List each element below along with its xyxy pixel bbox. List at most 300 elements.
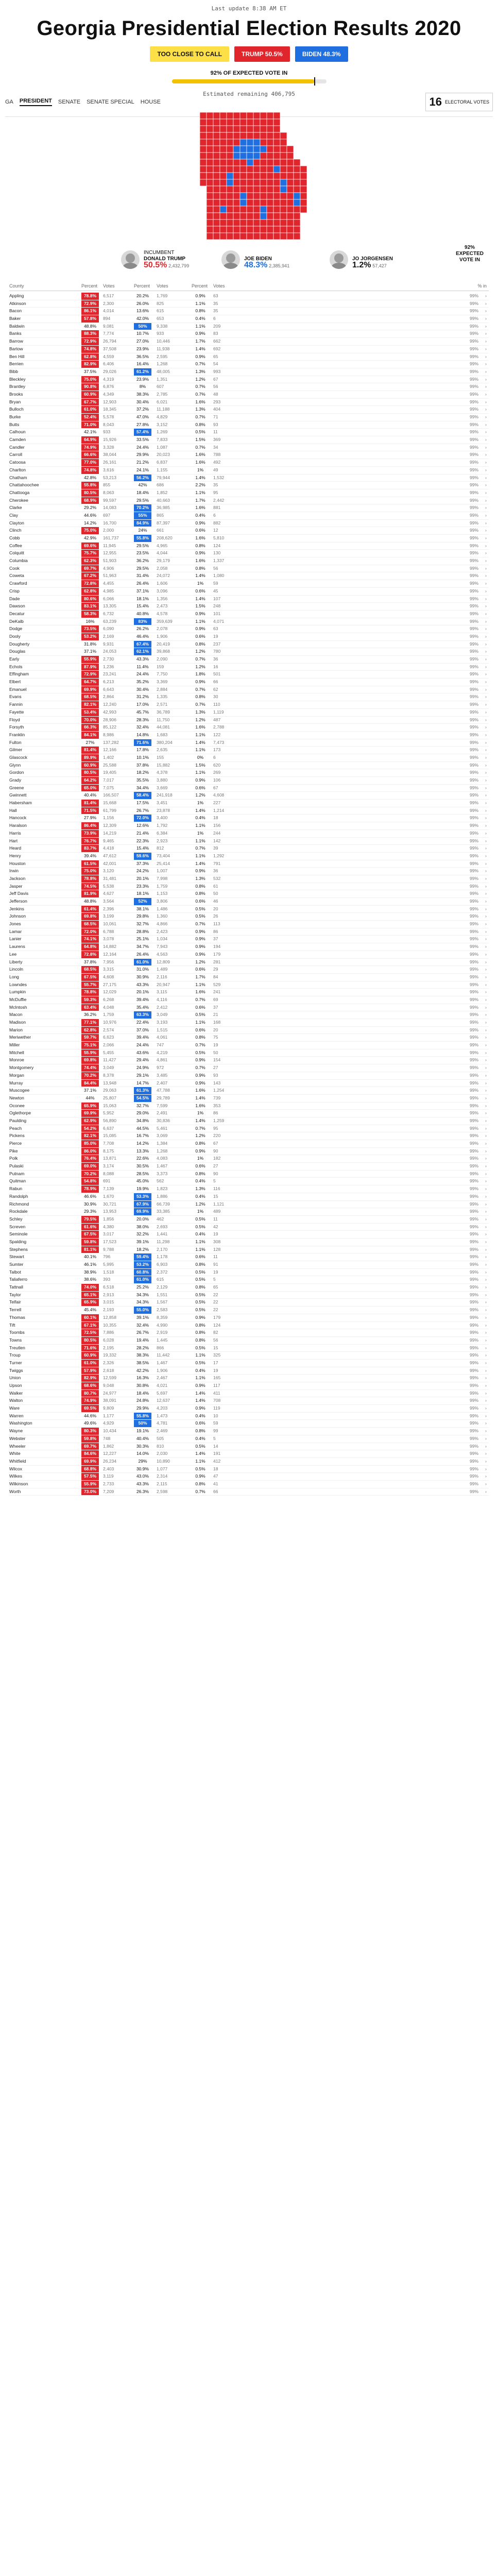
map-county-6[interactable] — [233, 112, 240, 119]
table-row[interactable] — [9, 1231, 489, 1239]
map-county-259[interactable] — [227, 233, 233, 240]
map-county-221[interactable] — [253, 213, 260, 219]
map-county-207[interactable] — [260, 206, 267, 213]
map-county-109[interactable] — [220, 166, 227, 173]
expand-arrow-icon[interactable]: › — [485, 891, 487, 896]
map-county-190[interactable] — [247, 199, 253, 206]
expand-arrow-icon[interactable]: › — [485, 785, 487, 790]
expand-arrow-icon[interactable]: › — [485, 868, 487, 874]
map-county-193[interactable] — [267, 199, 273, 206]
table-row[interactable] — [9, 1253, 489, 1261]
table-row[interactable] — [9, 1087, 489, 1095]
expand-arrow-icon[interactable]: › — [485, 482, 487, 488]
expand-arrow-icon[interactable]: › — [485, 1466, 487, 1471]
map-county-113[interactable] — [247, 166, 253, 173]
expand-arrow-icon[interactable]: › — [485, 626, 487, 632]
table-row[interactable] — [9, 1420, 489, 1428]
expand-arrow-icon[interactable]: › — [485, 1337, 487, 1343]
expand-arrow-icon[interactable]: › — [485, 641, 487, 647]
expand-arrow-icon[interactable]: › — [485, 830, 487, 836]
map-county-59[interactable] — [260, 139, 267, 146]
map-county-227[interactable] — [294, 213, 300, 219]
map-county-148[interactable] — [267, 179, 273, 186]
map-county-172[interactable] — [227, 193, 233, 199]
table-row[interactable] — [9, 565, 489, 573]
map-county-175[interactable] — [247, 193, 253, 199]
table-row[interactable] — [9, 928, 489, 936]
table-row[interactable] — [9, 1413, 489, 1420]
expand-arrow-icon[interactable]: › — [485, 361, 487, 367]
table-row[interactable] — [9, 860, 489, 868]
expand-arrow-icon[interactable]: › — [485, 505, 487, 511]
table-row[interactable] — [9, 1337, 489, 1345]
table-row[interactable] — [9, 1057, 489, 1064]
expand-arrow-icon[interactable]: › — [485, 1057, 487, 1063]
expand-arrow-icon[interactable]: › — [485, 1352, 487, 1358]
table-row[interactable] — [9, 611, 489, 618]
map-county-78[interactable] — [207, 152, 213, 159]
table-row[interactable] — [9, 315, 489, 323]
expand-arrow-icon[interactable]: › — [485, 1284, 487, 1290]
map-county-93[interactable] — [213, 159, 220, 166]
expand-arrow-icon[interactable]: › — [485, 936, 487, 942]
map-county-30[interactable] — [233, 126, 240, 132]
table-row[interactable] — [9, 1004, 489, 1012]
map-county-89[interactable] — [280, 152, 287, 159]
table-row[interactable] — [9, 1080, 489, 1088]
map-county-90[interactable] — [287, 152, 294, 159]
map-county-268[interactable] — [287, 233, 294, 240]
expand-arrow-icon[interactable]: › — [485, 633, 487, 639]
table-row[interactable] — [9, 300, 489, 308]
map-county-17[interactable] — [227, 119, 233, 126]
table-row[interactable] — [9, 353, 489, 361]
map-county-107[interactable] — [207, 166, 213, 173]
map-county-61[interactable] — [273, 139, 280, 146]
map-county-260[interactable] — [233, 233, 240, 240]
expand-arrow-icon[interactable]: › — [485, 1141, 487, 1146]
expand-arrow-icon[interactable]: › — [485, 550, 487, 556]
expand-arrow-icon[interactable]: › — [485, 528, 487, 533]
map-county-49[interactable] — [280, 132, 287, 139]
map-county-234[interactable] — [247, 219, 253, 226]
table-row[interactable] — [9, 504, 489, 512]
map-county-82[interactable] — [233, 152, 240, 159]
table-row[interactable] — [9, 1163, 489, 1171]
table-row[interactable] — [9, 974, 489, 981]
map-county-236[interactable] — [260, 219, 267, 226]
expand-arrow-icon[interactable]: › — [485, 338, 487, 344]
map-county-21[interactable] — [253, 119, 260, 126]
map-county-75[interactable] — [280, 146, 287, 152]
map-county-99[interactable] — [253, 159, 260, 166]
map-county-13[interactable] — [200, 119, 207, 126]
expand-arrow-icon[interactable]: › — [485, 1012, 487, 1018]
map-county-137[interactable] — [300, 173, 307, 179]
expand-arrow-icon[interactable]: › — [485, 520, 487, 526]
map-county-94[interactable] — [220, 159, 227, 166]
map-county-122[interactable] — [200, 173, 207, 179]
expand-arrow-icon[interactable]: › — [485, 399, 487, 404]
map-counties[interactable] — [200, 112, 307, 240]
map-county-198[interactable] — [300, 199, 307, 206]
map-county-52[interactable] — [213, 139, 220, 146]
map-county-130[interactable] — [253, 173, 260, 179]
expand-arrow-icon[interactable]: › — [485, 543, 487, 548]
table-row[interactable] — [9, 1322, 489, 1330]
expand-arrow-icon[interactable]: › — [485, 1405, 487, 1411]
map-county-144[interactable] — [240, 179, 247, 186]
map-county-194[interactable] — [273, 199, 280, 206]
map-county-33[interactable] — [253, 126, 260, 132]
table-row[interactable] — [9, 1110, 489, 1117]
table-row[interactable] — [9, 739, 489, 747]
table-row[interactable] — [9, 383, 489, 391]
map-county-147[interactable] — [260, 179, 267, 186]
expand-arrow-icon[interactable]: › — [485, 906, 487, 911]
expand-arrow-icon[interactable]: › — [485, 1314, 487, 1320]
table-row[interactable] — [9, 543, 489, 550]
map-county-229[interactable] — [213, 219, 220, 226]
expand-arrow-icon[interactable]: › — [485, 512, 487, 518]
expand-arrow-icon[interactable]: › — [485, 815, 487, 821]
map-county-115[interactable] — [260, 166, 267, 173]
expand-arrow-icon[interactable]: › — [485, 1133, 487, 1139]
table-row[interactable] — [9, 989, 489, 996]
map-county-112[interactable] — [240, 166, 247, 173]
table-row[interactable] — [9, 1185, 489, 1193]
table-row[interactable] — [9, 1201, 489, 1209]
map-county-189[interactable] — [240, 199, 247, 206]
table-row[interactable] — [9, 875, 489, 883]
expand-arrow-icon[interactable]: › — [485, 1307, 487, 1313]
map-county-43[interactable] — [240, 132, 247, 139]
expand-arrow-icon[interactable]: › — [485, 1428, 487, 1434]
map-county-51[interactable] — [207, 139, 213, 146]
expand-arrow-icon[interactable]: › — [485, 618, 487, 624]
map-county-108[interactable] — [213, 166, 220, 173]
expand-arrow-icon[interactable]: › — [485, 414, 487, 419]
map-county-84[interactable] — [247, 152, 253, 159]
table-row[interactable] — [9, 732, 489, 739]
map-county-26[interactable] — [207, 126, 213, 132]
map-county-192[interactable] — [260, 199, 267, 206]
expand-arrow-icon[interactable]: › — [485, 1367, 487, 1373]
map-county-167[interactable] — [294, 186, 300, 193]
map-county-257[interactable] — [213, 233, 220, 240]
expand-arrow-icon[interactable]: › — [485, 444, 487, 450]
map-county-239[interactable] — [280, 219, 287, 226]
map-county-65[interactable] — [213, 146, 220, 152]
expand-arrow-icon[interactable]: › — [485, 596, 487, 601]
map-county-44[interactable] — [247, 132, 253, 139]
expand-arrow-icon[interactable]: › — [485, 1049, 487, 1055]
expand-arrow-icon[interactable]: › — [485, 671, 487, 677]
expand-arrow-icon[interactable]: › — [485, 1254, 487, 1260]
expand-arrow-icon[interactable]: › — [485, 875, 487, 881]
expand-arrow-icon[interactable]: › — [485, 996, 487, 1002]
expand-arrow-icon[interactable]: › — [485, 565, 487, 571]
expand-arrow-icon[interactable]: › — [485, 1080, 487, 1086]
map-county-254[interactable] — [287, 226, 294, 233]
map-county-66[interactable] — [220, 146, 227, 152]
map-county-174[interactable] — [240, 193, 247, 199]
table-row[interactable] — [9, 883, 489, 891]
map-county-129[interactable] — [247, 173, 253, 179]
table-row[interactable] — [9, 512, 489, 520]
expand-arrow-icon[interactable]: › — [485, 1360, 487, 1365]
table-row[interactable] — [9, 1155, 489, 1163]
map-county-179[interactable] — [273, 193, 280, 199]
table-row[interactable] — [9, 845, 489, 853]
map-county-248[interactable] — [247, 226, 253, 233]
map-county-170[interactable] — [213, 193, 220, 199]
map-county-103[interactable] — [280, 159, 287, 166]
map-county-164[interactable] — [273, 186, 280, 193]
map-county-157[interactable] — [227, 186, 233, 193]
table-row[interactable] — [9, 633, 489, 641]
map-county-215[interactable] — [213, 213, 220, 219]
map-county-69[interactable] — [240, 146, 247, 152]
map-county-3[interactable] — [213, 112, 220, 119]
table-row[interactable] — [9, 550, 489, 557]
table-row[interactable] — [9, 717, 489, 724]
table-row[interactable] — [9, 1246, 489, 1254]
map-county-117[interactable] — [273, 166, 280, 173]
map-county-187[interactable] — [227, 199, 233, 206]
map-county-246[interactable] — [233, 226, 240, 233]
table-row[interactable] — [9, 785, 489, 792]
table-row[interactable] — [9, 693, 489, 701]
expand-arrow-icon[interactable]: › — [485, 649, 487, 654]
map-county-101[interactable] — [267, 159, 273, 166]
map-county-197[interactable] — [294, 199, 300, 206]
table-row[interactable] — [9, 1466, 489, 1473]
table-row[interactable] — [9, 830, 489, 838]
expand-arrow-icon[interactable]: › — [485, 1065, 487, 1071]
map-county-105[interactable] — [294, 159, 300, 166]
expand-arrow-icon[interactable]: › — [485, 913, 487, 919]
table-row[interactable] — [9, 1261, 489, 1269]
table-row[interactable] — [9, 1276, 489, 1284]
map-county-203[interactable] — [233, 206, 240, 213]
map-county-155[interactable] — [213, 186, 220, 193]
table-row[interactable] — [9, 330, 489, 338]
map-county-176[interactable] — [253, 193, 260, 199]
table-row[interactable] — [9, 868, 489, 875]
table-row[interactable] — [9, 709, 489, 717]
map-county-200[interactable] — [213, 206, 220, 213]
expand-arrow-icon[interactable]: › — [485, 1413, 487, 1418]
map-county-28[interactable] — [220, 126, 227, 132]
expand-arrow-icon[interactable]: › — [485, 853, 487, 858]
table-row[interactable] — [9, 451, 489, 459]
map-county-226[interactable] — [287, 213, 294, 219]
table-row[interactable] — [9, 1193, 489, 1201]
expand-arrow-icon[interactable]: › — [485, 1201, 487, 1207]
table-row[interactable] — [9, 1443, 489, 1451]
table-row[interactable] — [9, 800, 489, 807]
table-row[interactable] — [9, 391, 489, 399]
expand-arrow-icon[interactable]: › — [485, 739, 487, 745]
table-row[interactable] — [9, 686, 489, 694]
expand-arrow-icon[interactable]: › — [485, 951, 487, 957]
table-row[interactable] — [9, 1428, 489, 1435]
table-row[interactable] — [9, 338, 489, 346]
map-county-212[interactable] — [294, 206, 300, 213]
map-county-37[interactable] — [200, 132, 207, 139]
expand-arrow-icon[interactable]: › — [485, 1193, 487, 1199]
map-county-223[interactable] — [267, 213, 273, 219]
map-county-8[interactable] — [247, 112, 253, 119]
map-county-252[interactable] — [273, 226, 280, 233]
expand-arrow-icon[interactable]: › — [485, 1420, 487, 1426]
map-county-31[interactable] — [240, 126, 247, 132]
map-county-218[interactable] — [233, 213, 240, 219]
expand-arrow-icon[interactable]: › — [485, 1322, 487, 1328]
map-county-191[interactable] — [253, 199, 260, 206]
map-county-80[interactable] — [220, 152, 227, 159]
map-county-166[interactable] — [287, 186, 294, 193]
table-row[interactable] — [9, 1299, 489, 1307]
map-county-42[interactable] — [233, 132, 240, 139]
map-county-81[interactable] — [227, 152, 233, 159]
table-row[interactable] — [9, 853, 489, 860]
map-county-173[interactable] — [233, 193, 240, 199]
table-row[interactable] — [9, 1435, 489, 1443]
map-county-265[interactable] — [267, 233, 273, 240]
map-county-127[interactable] — [233, 173, 240, 179]
table-row[interactable] — [9, 625, 489, 633]
table-row[interactable] — [9, 1224, 489, 1231]
table-row[interactable] — [9, 701, 489, 709]
map-county-195[interactable] — [280, 199, 287, 206]
expand-arrow-icon[interactable]: › — [485, 981, 487, 987]
map-county-163[interactable] — [267, 186, 273, 193]
table-row[interactable] — [9, 1375, 489, 1382]
map-county-185[interactable] — [213, 199, 220, 206]
map-county-158[interactable] — [233, 186, 240, 193]
map-county-211[interactable] — [287, 206, 294, 213]
map-county-216[interactable] — [220, 213, 227, 219]
table-row[interactable] — [9, 1034, 489, 1042]
table-row[interactable] — [9, 1397, 489, 1405]
map-county-206[interactable] — [253, 206, 260, 213]
table-row[interactable] — [9, 1171, 489, 1178]
table-row[interactable] — [9, 747, 489, 754]
map-county-233[interactable] — [240, 219, 247, 226]
table-row[interactable] — [9, 959, 489, 967]
table-row[interactable] — [9, 981, 489, 989]
map-county-214[interactable] — [207, 213, 213, 219]
map-county-269[interactable] — [294, 233, 300, 240]
map-county-32[interactable] — [247, 126, 253, 132]
map-county-267[interactable] — [280, 233, 287, 240]
map-county-188[interactable] — [233, 199, 240, 206]
table-row[interactable] — [9, 1307, 489, 1314]
map-county-45[interactable] — [253, 132, 260, 139]
map-county-19[interactable] — [240, 119, 247, 126]
table-row[interactable] — [9, 1284, 489, 1292]
map-county-209[interactable] — [273, 206, 280, 213]
expand-arrow-icon[interactable]: › — [485, 603, 487, 609]
map-county-131[interactable] — [260, 173, 267, 179]
map-county-240[interactable] — [287, 219, 294, 226]
expand-arrow-icon[interactable]: › — [485, 1088, 487, 1093]
table-row[interactable] — [9, 603, 489, 611]
expand-arrow-icon[interactable]: › — [485, 1156, 487, 1161]
table-row[interactable] — [9, 1473, 489, 1481]
table-row[interactable] — [9, 588, 489, 596]
map-county-83[interactable] — [240, 152, 247, 159]
expand-arrow-icon[interactable]: › — [485, 702, 487, 707]
map-county-202[interactable] — [227, 206, 233, 213]
expand-arrow-icon[interactable]: › — [485, 474, 487, 480]
table-row[interactable] — [9, 368, 489, 376]
expand-arrow-icon[interactable]: › — [485, 1004, 487, 1010]
expand-arrow-icon[interactable]: › — [485, 845, 487, 851]
map-county-92[interactable] — [207, 159, 213, 166]
expand-arrow-icon[interactable]: › — [485, 421, 487, 427]
map-county-264[interactable] — [260, 233, 267, 240]
expand-arrow-icon[interactable]: › — [485, 732, 487, 737]
map-county-41[interactable] — [227, 132, 233, 139]
map-county-29[interactable] — [227, 126, 233, 132]
map-county-183[interactable] — [300, 193, 307, 199]
expand-arrow-icon[interactable]: › — [485, 1375, 487, 1381]
map-county-125[interactable] — [220, 173, 227, 179]
map-county-181[interactable] — [287, 193, 294, 199]
expand-arrow-icon[interactable]: › — [485, 1178, 487, 1184]
expand-arrow-icon[interactable]: › — [485, 1443, 487, 1449]
map-county-205[interactable] — [247, 206, 253, 213]
map-county-266[interactable] — [273, 233, 280, 240]
expand-arrow-icon[interactable]: › — [485, 967, 487, 972]
table-row[interactable] — [9, 1216, 489, 1224]
table-row[interactable] — [9, 1208, 489, 1216]
table-row[interactable] — [9, 671, 489, 679]
expand-arrow-icon[interactable]: › — [485, 573, 487, 579]
table-row[interactable] — [9, 807, 489, 815]
map-county-168[interactable] — [300, 186, 307, 193]
table-row[interactable] — [9, 936, 489, 943]
table-row[interactable] — [9, 656, 489, 664]
expand-arrow-icon[interactable]: › — [485, 1299, 487, 1305]
map-county-141[interactable] — [220, 179, 227, 186]
table-row[interactable] — [9, 436, 489, 444]
expand-arrow-icon[interactable]: › — [485, 308, 487, 314]
table-row[interactable] — [9, 1117, 489, 1125]
table-row[interactable] — [9, 898, 489, 906]
map-county-40[interactable] — [220, 132, 227, 139]
map-county-160[interactable] — [247, 186, 253, 193]
map-county-146[interactable] — [253, 179, 260, 186]
table-row[interactable] — [9, 535, 489, 543]
map-county-111[interactable] — [233, 166, 240, 173]
expand-arrow-icon[interactable]: › — [485, 679, 487, 685]
table-row[interactable] — [9, 648, 489, 656]
map-county-161[interactable] — [253, 186, 260, 193]
map-county-251[interactable] — [267, 226, 273, 233]
map-county-88[interactable] — [273, 152, 280, 159]
expand-arrow-icon[interactable]: › — [485, 959, 487, 964]
map-county-134[interactable] — [280, 173, 287, 179]
expand-arrow-icon[interactable]: › — [485, 368, 487, 374]
table-row[interactable] — [9, 1027, 489, 1035]
expand-arrow-icon[interactable]: › — [485, 1209, 487, 1214]
expand-arrow-icon[interactable]: › — [485, 792, 487, 798]
expand-arrow-icon[interactable]: › — [485, 1262, 487, 1267]
